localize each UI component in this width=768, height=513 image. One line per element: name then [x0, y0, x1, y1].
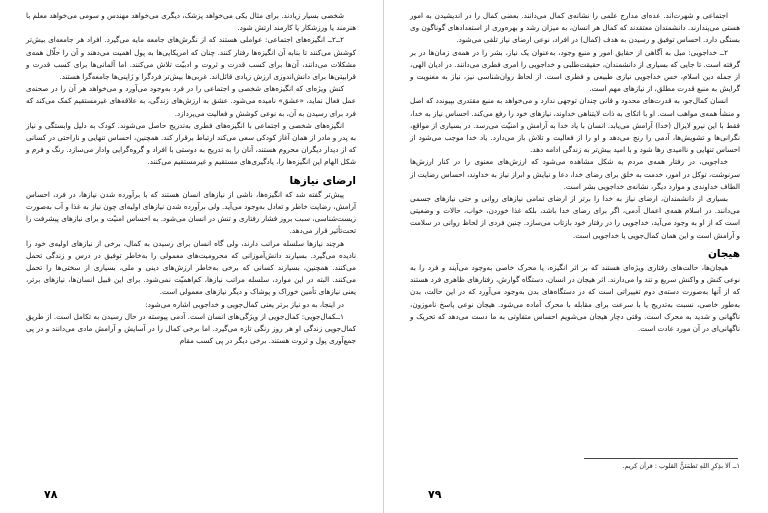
left-paragraph: کنش ویژه‌ای که انگیزه‌های شخصی و اجتماعی را در فرد به‌وجود می‌آورد و می‌خواهد هر آن را در صحنه‌ی عمل فعال نماید، «عشق» نامیده می‌شود. عشق به ارزش‌های زندگی، به علاقه‌های غیرمستقیم کمک می‌کند که فرد برای رسیدن به آن، به نوعی کوشش و فعالیت می‌پردازد. [26, 84, 356, 118]
left-paragraph: شخصی بسیار زیادند. برای مثال یکی می‌خواهد پزشک، دیگری می‌خواهد مهندس و سومی می‌خواهد معلم با هنرمند یا ورزشکار یا کارمند ارتش شود. [26, 11, 356, 33]
left-page-body [26, 10, 356, 347]
page-number: ۷۹ [428, 488, 442, 501]
right-paragraph: بسیاری از دانشمندان، ارضای نیاز به خدا را برتر از ارضای تمامی نیازهای روانی و حتی نیازهای جسمی می‌دانند. در اسلام همه‌ی اعمال آدمی، اگر برای رضای خدا باشد، بلکه غذا خوردن، خواب، حالات و وضعیتی است که از او به وجود می‌آید، خداجویی را در رفتار خود بازتاب می‌سازد. چنین فردی از لحاظ روانی در سلامت و آرامش است و این همان کمال‌جویی یا خداجویی است. [410, 194, 740, 240]
left-paragraph: انگیزه‌های شخصی و اجتماعی با انگیزه‌های فطری به‌تدریج حاصل می‌شوند. کودک به دلیل وابستگی و نیاز به پدر و مادر از همان آغاز کودکی سعی می‌کند ارتباط برقرار کند. همچنین، احساس تنهایی و ناراحتی در کسانی که از دیدار دیگران محروم هستند، آنان را به تدریج به دوستی با افراد و گروه‌گرایی وادار می‌سازد. رنگ و فرم و شکل الهام این انگیزه‌ها را، یادگیری‌های مستقیم و غیرمستقیم می‌کنند. [26, 120, 356, 167]
right-page [384, 0, 768, 513]
footnote: ۱ــ اَلا بذِکرِ اللهِ تَطمَئنُّ القلوب : قرآن کریم. [622, 462, 740, 470]
page-number: ۷۸ [44, 488, 58, 501]
section-title: ارضای نیازها [289, 174, 356, 187]
footnote-rule [584, 458, 738, 459]
right-paragraph: خداجویی، در رفتار همه‌ی مردم به شکل مشاهده می‌شود که ارزش‌های معنوی را در کنار ارزش‌ها سرنوشت، توکل در امور، خدمت به خلق برای رضای خدا، دعا و نیایش و ابراز نیاز به خداوند، احساس رضایت از الطاف خداوندی و موارد دیگر، نشانه‌ی خداجویی بشر است. [410, 157, 740, 191]
left-paragraph: هرچند نیازها سلسله مراتب دارند، ولی گاه انسان برای رسیدن به کمال، برخی از نیازهای اولیه‌ی خود را نادیده می‌گیرد. بسیارند دانش‌آموزانی که محرومیت‌های معمولی را به‌خاطر توفیق در درس و زندگی تحمل می‌کنند. همچنین، بسیارند کسانی که برخی به‌خاطر ارزش‌های دینی و ملی، بسیاری از سختی‌ها را تحمل می‌کنند. البته در این موارد، سلسله مراتب نیازها، کم‌اهمیّت نمی‌شود. برای این قبیل انسان‌ها، نیازهای برتر، یعنی نیازهای تأمین خوراک و پوشاک و دیگر نیازهای معمولی است. [26, 238, 356, 297]
right-page-body [410, 10, 740, 335]
section-title: هیجان [707, 247, 740, 260]
left-paragraph: ۲ــ۲ــ انگیزه‌های اجتماعی: عواملی هستند که از نگرش‌های جامعه مایه می‌گیرد. افراد هر جامعه‌ای بیش‌تر کوشش می‌کنند تا بنابه آن انگیزه‌ها رفتار کنند. چنان که امریکایی‌ها به پول اهمیت می‌دهند و آن را حلّال همه‌ی مشکلات می‌دانند، آن‌ها برای کسب قدرت و ثروت و ادبیّت تلاش می‌کنند. اما آلمانی‌ها برای کسب قدرت و قرابیتی‌ها برای دانش‌اندوزی ارزش زیادی قائل‌اند. غربی‌ها بیش‌تر فردگرا و ژاپنی‌ها جامعه‌گرا هستند. [26, 35, 356, 82]
right-paragraph: انسان کمال‌جو، به قدرت‌های محدود و فانی چندان توجهی ندارد و می‌خواهد به منبع مقتدری بپیوندد که اصل و منشأ همه‌ی مواهب است. او با اتکای به ذات لایتناهی خداوند، نیازهای خود را رفع می‌کند. احساس نیاز به خدا، فقط با این نیرو لایزال (خدا) آرامش می‌یابد. انسان با یاد خدا به آرامش و امنیّت می‌رسد. در بسیاری از مواقع، نگرانی‌ها و تشویش‌ها، آدمی را رنج می‌دهد و او را از فعالیت و تلاش باز می‌دارد. یاد خدا موجب می‌شود از احساس تنهایی و ناامیدی رها شود و با امید بیش‌تر به زندگی ادامه دهد. [410, 96, 740, 155]
left-paragraph: در اینجا، به دو نیاز برتر یعنی کمال‌جویی و خداجویی اشاره می‌شود: [145, 299, 344, 309]
right-paragraph: اجتماعی و شهرت‌اند. عده‌ای مدارج علمی را نشانه‌ی کمال می‌دانند. بعضی کمال را در اندیشیدن به امور هستی می‌پندارند. دانشمندان معتقدند که کمال هر انسان، به میزان رشد و بهره‌وری از استعدادهای گوناگون وی بستگی دارد. احساس توفیق و رسیدن به هدف (کمال) در افراد، نوعی ارضای نیاز تلقی می‌شود. [410, 11, 740, 45]
right-paragraph: ۲ــ خداجویی: میل به آگاهی از حقایق امور و منبع وجود، به‌عنوان یک نیاز، بشر را در همه‌ی زمان‌ها در بر گرفته است. تا جایی که بسیاری از دانشمندان، حقیقت‌طلبی و خداجویی را امری فطری می‌دانند. در ادیان الهی، از جمله دین اسلام، حس خداجویی نیازی طبیعی و فطری است. از لحاظ روان‌شناسی نیز، نیاز به معنویت و گرایش به منبع قدرت مطلق، از نیازهای مهم است. [410, 47, 740, 94]
left-paragraph: ۱ــکمال‌جویی: کمال‌جویی از ویژگی‌های انسان است. آدمی پیوسته در حال رسیدن به تکامل است. از طریق کمال‌جویی زندگی او هر روز رنگی تازه می‌گیرد. اما برخی کمال را در آسایش و آرامش مادی می‌دانند و در پی جمع‌آوری پول و ثروت هستند. برخی دیگر در پی کسب مقام [26, 311, 356, 346]
left-paragraph: پیش‌تر گفته شد که انگیزه‌ها، ناشی از نیازهای انسان هستند که با برآورده شدن نیازها، در فرد، احساس آرامش، رضایت خاطر و تعادل به‌وجود می‌آید. ولی برآورده شدن نیازهای اولیه‌ای چون نیاز به غذا و آب به‌صورت زیست‌شناسی، سبب بروز فشار رفتاری و تنش در انسان می‌شود. به احساس امنیّت و برای نیازهای پیشرفت را تحت‌تأثیر قرار می‌دهد. [26, 189, 356, 236]
right-paragraph: هیجان‌ها، حالت‌های رفتاری ویژه‌ای هستند که بر اثر انگیزه، یا محرک خاصی به‌وجود می‌آیند و فرد را به نوعی کنش و واکنش سریع و تند وا می‌دارند. اثر هیجان در انسان، دستگاه گوارش، رفتارهای ظاهری فرد هستند که از آنها به‌صورت دسته‌ی دوم تغییراتی است که در دستگاه‌های بدن به‌وجود می‌آورد که در این حالت، بدن به‌طور خاصی، نسبت به‌تدریج یا با سرعت برای مقابله با محرک آماده می‌شود. هیجان نوعی پاسخ ناموزون، ناگهانی و شدید به محرک است. وقتی دچار هیجان می‌شویم احساس متفاوتی به ما دست می‌دهد که تحریک و ناگهانی‌ای در آن مورد عادت است. [410, 263, 740, 334]
